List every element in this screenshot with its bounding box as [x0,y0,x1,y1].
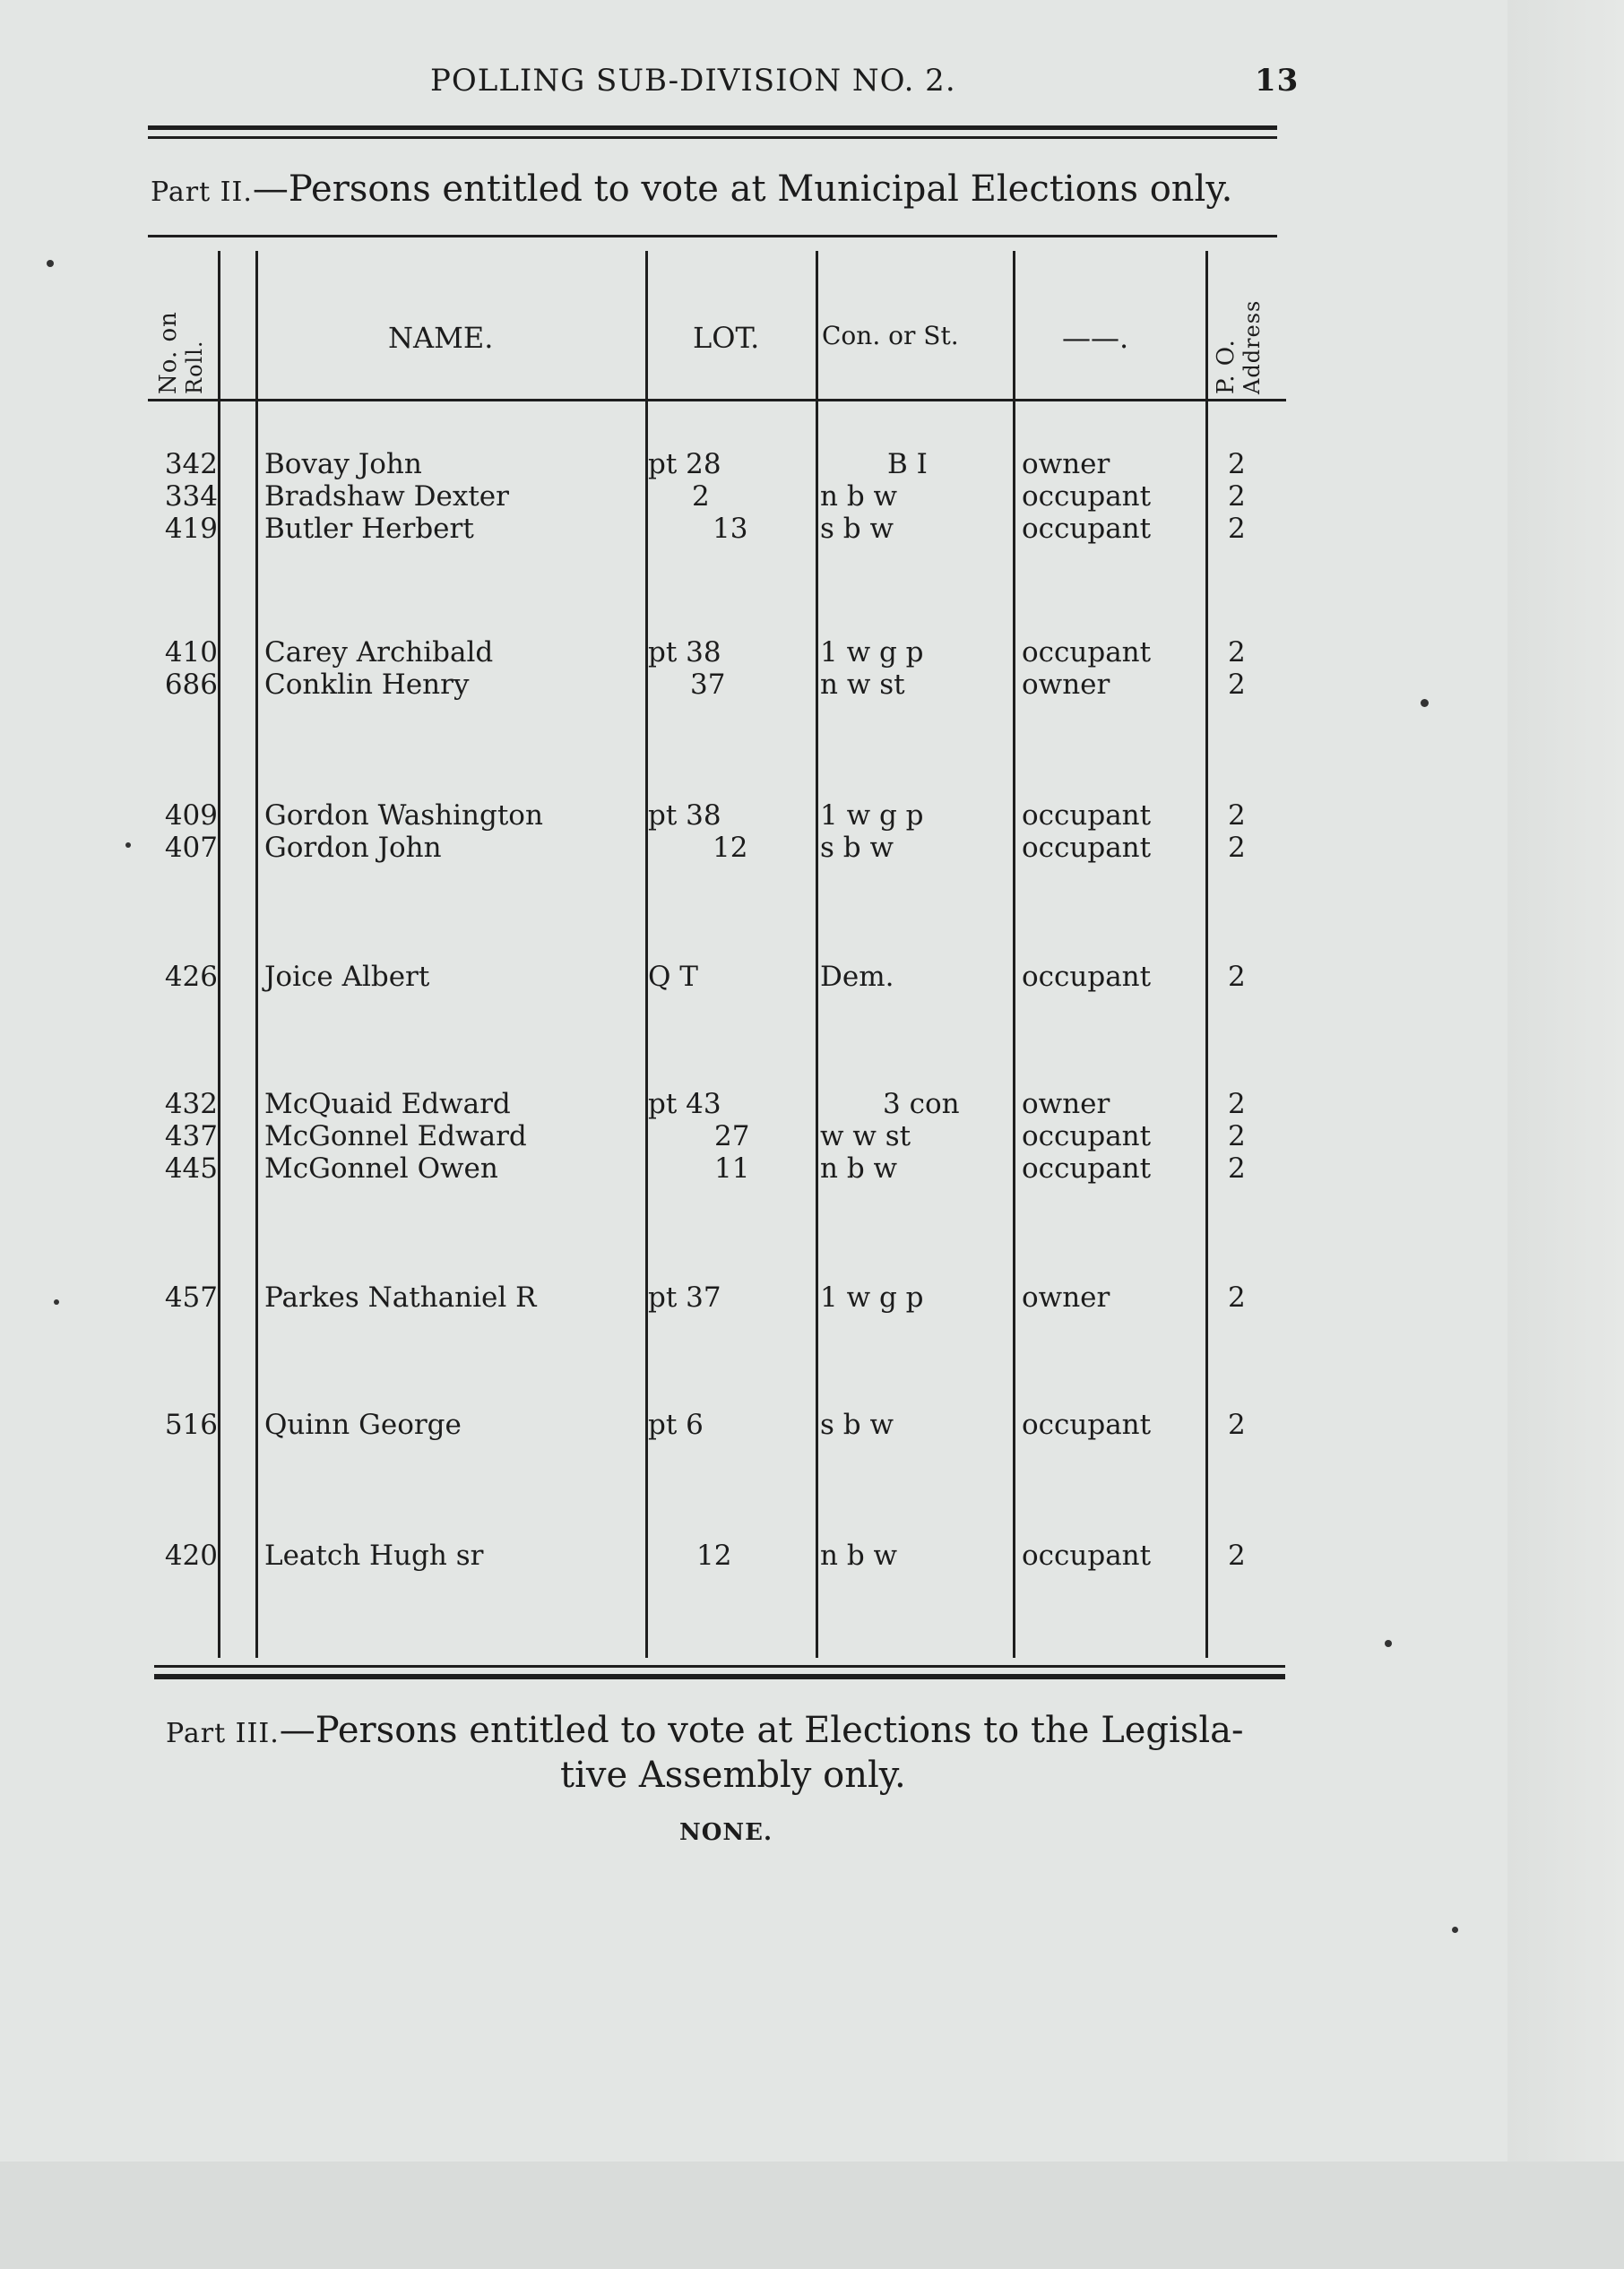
roll-number: 432 [164,1088,218,1120]
concession: n b w [820,1540,898,1572]
voter-name: McGonnel Edward [264,1120,527,1152]
page-edge [1507,0,1624,2269]
bottom-rule-thick [154,1674,1285,1679]
concession: 1 w g p [820,799,924,832]
lot: 12 [713,832,748,864]
concession: n b w [820,480,898,513]
lot: pt 37 [648,1281,721,1314]
po-address: 2 [1228,1281,1246,1314]
header-lot: LOT. [693,321,760,355]
roll-number: 419 [164,513,218,545]
concession: Dem. [820,961,894,993]
header-no-on-roll-line1: No. on [155,311,182,394]
table-row [148,669,1286,703]
table-row [148,799,1286,833]
table-row [148,1152,1286,1186]
po-address: 2 [1228,513,1246,545]
roll-number: 445 [164,1152,218,1185]
scan-speck [47,260,54,267]
table-row [148,448,1286,482]
tenure-status: occupant [1022,1540,1152,1572]
lot: 12 [696,1540,732,1572]
tenure-status: occupant [1022,480,1152,513]
part-two-text: —Persons entitled to vote at Municipal Elections only. [252,168,1233,210]
concession: 3 con [883,1088,960,1120]
roll-number: 516 [164,1409,218,1441]
page-number: 13 [1255,63,1300,99]
roll-number: 409 [164,799,218,832]
roll-number: 410 [164,636,218,669]
table-row [148,480,1286,514]
part-three-text-line2: tive Assembly only. [560,1755,906,1796]
page-bottom-margin [0,2161,1624,2269]
po-address: 2 [1228,1088,1246,1120]
lot: pt 38 [648,636,721,669]
lot: 37 [690,669,726,701]
voters-table [148,251,1286,1658]
roll-number: 407 [164,832,218,864]
scan-speck [1385,1640,1392,1647]
po-address: 2 [1228,1120,1246,1152]
top-rule-thin [148,136,1277,139]
concession: 1 w g p [820,636,924,669]
header-no-on-roll [155,311,207,394]
voter-name: Bovay John [264,448,422,480]
table-row [148,636,1286,670]
voter-name: Parkes Nathaniel R [264,1281,537,1314]
roll-number: 426 [164,961,218,993]
lot: pt 28 [648,448,721,480]
po-address: 2 [1228,1540,1246,1572]
lot: pt 43 [648,1088,721,1120]
concession: n b w [820,1152,898,1185]
part-three-heading [166,1710,1313,1796]
concession: 1 w g p [820,1281,924,1314]
part-two-heading [151,168,1232,210]
scan-speck [1421,699,1429,707]
voter-name: McQuaid Edward [264,1088,511,1120]
part-three-text-line1: —Persons entitled to vote at Elections to the Legisla- [279,1710,1244,1751]
voter-name: Joice Albert [264,961,430,993]
tenure-status: occupant [1022,799,1152,832]
part-two-label: Part II. [151,177,253,208]
heading-rule [148,235,1277,237]
concession: n w st [820,669,905,701]
roll-number: 420 [164,1540,218,1572]
tenure-status: owner [1022,669,1110,701]
po-address: 2 [1228,636,1246,669]
table-row [148,1540,1286,1574]
table-row [148,1281,1286,1316]
voter-name: Conklin Henry [264,669,470,701]
voter-name: Gordon Washington [264,799,543,832]
roll-number: 686 [164,669,218,701]
table-row [148,961,1286,995]
header-name: NAME. [388,321,494,355]
lot: 27 [714,1120,750,1152]
tenure-status: owner [1022,1281,1110,1314]
tenure-status: occupant [1022,636,1152,669]
header-con: Con. or St. [822,321,959,350]
tenure-status: occupant [1022,1120,1152,1152]
concession: s b w [820,1409,894,1441]
po-address: 2 [1228,1152,1246,1185]
bottom-rule-thin [154,1665,1285,1668]
scan-speck [125,842,131,848]
lot: pt 6 [648,1409,704,1441]
table-row [148,1088,1286,1122]
tenure-status: occupant [1022,832,1152,864]
header-po-address [1213,300,1265,394]
voter-name: Bradshaw Dexter [264,480,509,513]
voter-name: Carey Archibald [264,636,494,669]
roll-number: 334 [164,480,218,513]
concession: s b w [820,832,894,864]
scan-speck [1452,1927,1458,1933]
voter-name: Leatch Hugh sr [264,1540,484,1572]
header-occupancy: ——. [1062,321,1129,355]
concession: s b w [820,513,894,545]
tenure-status: occupant [1022,961,1152,993]
header-rule [148,399,1286,401]
po-address: 2 [1228,669,1246,701]
tenure-status: occupant [1022,1409,1152,1441]
part-three-label: Part III. [166,1718,280,1749]
voter-name: Quinn George [264,1409,462,1441]
lot: Q T [648,961,698,993]
lot: 13 [713,513,748,545]
scan-speck [54,1299,59,1305]
table-row [148,1409,1286,1443]
po-address: 2 [1228,799,1246,832]
header-no-on-roll-line2: Roll. [182,340,207,394]
voter-name: McGonnel Owen [264,1152,498,1185]
table-row [148,1120,1286,1154]
tenure-status: occupant [1022,513,1152,545]
table-row [148,513,1286,547]
top-rule-thick [148,125,1277,130]
tenure-status: occupant [1022,1152,1152,1185]
voter-name: Gordon John [264,832,442,864]
po-address: 2 [1228,480,1246,513]
header-po-line2: Address [1240,299,1265,394]
po-address: 2 [1228,448,1246,480]
lot: pt 38 [648,799,721,832]
lot: 11 [714,1152,750,1185]
tenure-status: owner [1022,448,1110,480]
none-label: NONE. [679,1819,773,1846]
po-address: 2 [1228,1409,1246,1441]
tenure-status: owner [1022,1088,1110,1120]
roll-number: 342 [164,448,218,480]
po-address: 2 [1228,961,1246,993]
voter-name: Butler Herbert [264,513,474,545]
table-row [148,832,1286,866]
running-head-title: POLLING SUB-DIVISION NO. 2. [430,63,956,99]
concession: w w st [820,1120,911,1152]
roll-number: 437 [164,1120,218,1152]
po-address: 2 [1228,832,1246,864]
lot: 2 [692,480,710,513]
header-po-line1: P. O. [1213,339,1240,394]
roll-number: 457 [164,1281,218,1314]
concession: B I [887,448,928,480]
